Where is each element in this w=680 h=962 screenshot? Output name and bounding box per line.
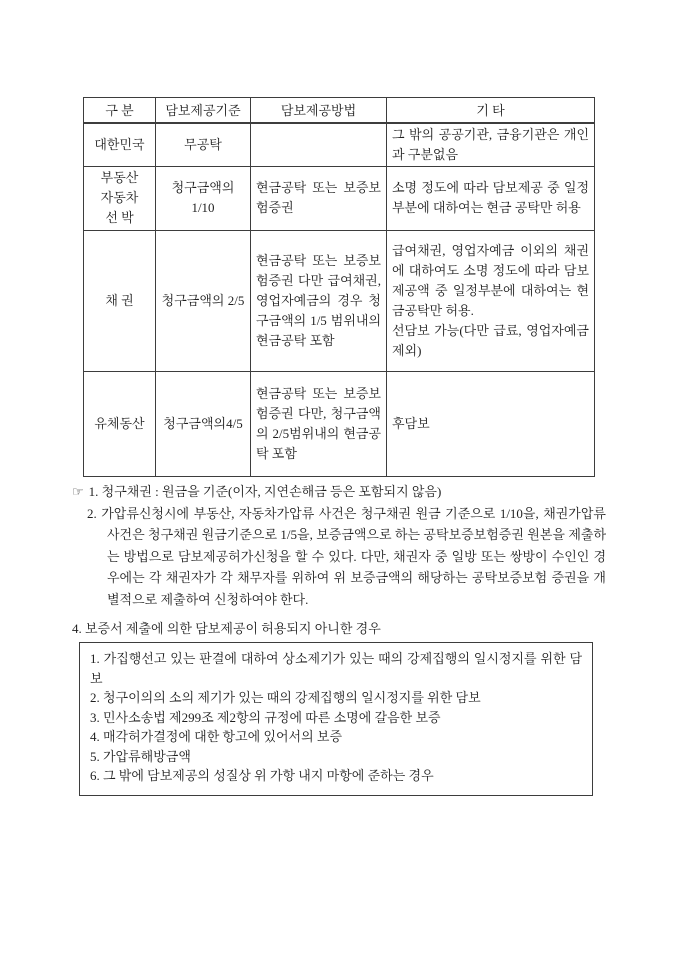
text-line: 선 박: [105, 210, 134, 225]
text-line: 청구금액의 2/5: [161, 292, 245, 308]
header-category: 구 분: [84, 98, 156, 123]
cell-category: [84, 371, 156, 476]
pointing-hand-icon: ☞: [72, 484, 84, 499]
table-header-row: [84, 98, 595, 123]
text-line: 무공탁: [184, 136, 222, 152]
cell-method: [251, 166, 387, 230]
section4-heading: 4. 보증서 제출에 의한 담보제공이 허용되지 아니한 경우: [72, 621, 381, 636]
table-row-claims: [84, 230, 595, 371]
text-line: 급여채권, 영업자예금 이외의 채권에 대하여도 소명 정도에 따라 담보제공액 중 일정부분에 대하여는 현금공탁만 허용.: [392, 242, 589, 318]
collateral-table: [83, 97, 595, 477]
text-line: 4. 매각허가결정에 대한 항고에 있어서의 보증: [90, 729, 343, 744]
text-line: 2. 청구이의의 소의 제기가 있는 때의 강제집행의 일시정지를 위한 담보: [90, 690, 481, 705]
note-item-2: 2. 가압류신청시에 부동산, 자동차가압류 사건은 청구채권 원금 기준으로 1/10을, 채권가압류 사건은 청구채권 원금기준으로 1/5을, 보증금액으로 하는 공탁보증보험증권 원본을 제출하는 방법으로 담보제공허가신청을 할 수 있다. 다만, 채권자 중 일방 또는 쌍방이 수인인 경우에는 각 채권자가 각 채무자를 위하여 위 보증금액의 해당하는 공탁보증보험 증권을 개별적으로 제출하여 신청하여야 한다.: [87, 505, 606, 607]
text-line: 5. 가압류해방금액: [90, 748, 191, 764]
text-line: 그 밖의 공공기관, 금융기관은 개인과 구분없음: [392, 126, 589, 162]
cell-method: [251, 123, 387, 167]
header-method: 담보제공방법: [251, 98, 387, 123]
cell-criteria: [156, 230, 251, 371]
text-line: 1/10: [191, 200, 215, 215]
cell-category: [84, 166, 156, 230]
cell-etc: [387, 166, 595, 230]
text-line: 자동차: [100, 190, 139, 205]
text-line: 3. 민사소송법 제299조 제2항의 규정에 따른 소명에 갈음한 보증: [90, 709, 441, 725]
text-line: 1. 가집행선고 있는 판결에 대하여 상소제기가 있는 때의 강제집행의 일시정지를 위한 담보: [90, 651, 582, 686]
text-line: 청구금액의: [171, 180, 235, 195]
header-criteria: 담보제공기준: [156, 98, 251, 123]
notes-section: [72, 481, 606, 610]
cell-criteria: [156, 166, 251, 230]
note-1-text: 1. 청구채권 : 원금을 기준(이자, 지연손해금 등은 포함되지 않음): [88, 484, 442, 499]
note-item-1: [72, 481, 606, 503]
text-line: 6. 그 밖에 담보제공의 성질상 위 가항 내지 마항에 준하는 경우: [90, 768, 434, 783]
cell-criteria: [156, 123, 251, 167]
table-row-movables: [84, 371, 595, 476]
text-line: 채 권: [105, 292, 134, 308]
text-line: 선담보 가능(다만 급료, 영업자예금 제외): [392, 322, 589, 358]
cell-etc: [387, 123, 595, 167]
cell-category: [84, 230, 156, 371]
cell-etc: [387, 230, 595, 371]
cell-method: [251, 371, 387, 476]
text-line: 현금공탁 또는 보증보험증권 다만, 청구금액의 2/5범위내의 현금공탁 포함: [256, 385, 381, 461]
cell-criteria: [156, 371, 251, 476]
cell-method: [251, 230, 387, 371]
section4-exceptions-box: [79, 642, 593, 796]
text-line: 소명 정도에 따라 담보제공 중 일정부분에 대하여는 현금 공탁만 허용: [392, 180, 589, 215]
header-etc: 기 타: [387, 98, 595, 123]
text-line: 현금공탁 또는 보증보험증권: [256, 180, 381, 215]
text-line: 대한민국: [94, 136, 145, 152]
text-line: 현금공탁 또는 보증보험증권 다만 급여채권, 영업자예금의 경우 청구금액의 1/5 범위내의 현금공탁 포함: [256, 252, 381, 348]
cell-etc: [387, 371, 595, 476]
table-row-korea: [84, 123, 595, 167]
table-row-realestate: [84, 166, 595, 230]
text-line: 후담보: [392, 415, 430, 431]
text-line: 청구금액의4/5: [163, 415, 243, 431]
text-line: 유체동산: [94, 415, 145, 431]
text-line: 부동산: [100, 170, 139, 185]
cell-category: [84, 123, 156, 167]
